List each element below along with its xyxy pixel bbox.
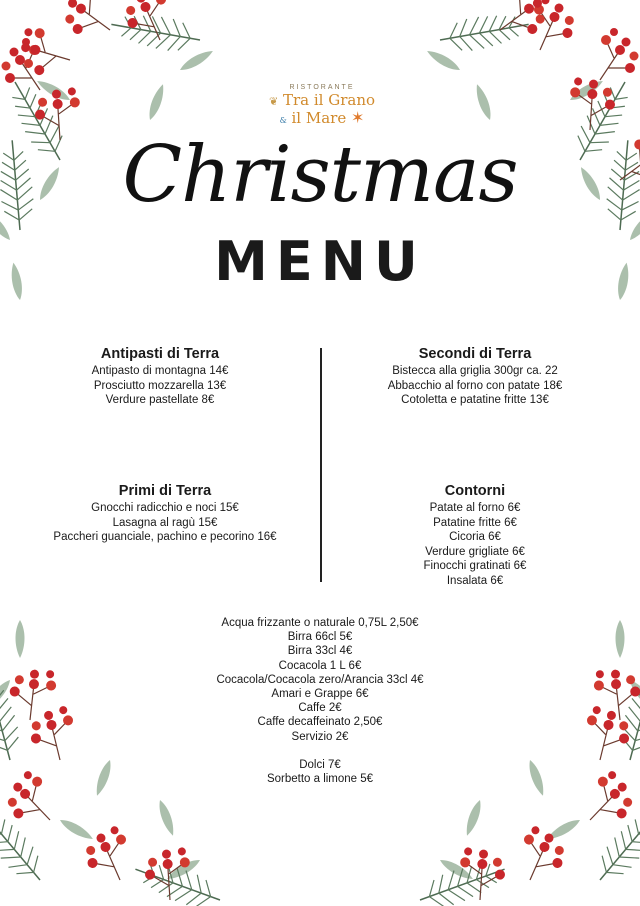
drink-item: Birra 33cl 4€	[287, 645, 353, 658]
section-heading: Antipasti di Terra	[100, 346, 220, 362]
menu-item: Finocchi gratinati 6€	[423, 560, 527, 572]
drink-item: Acqua frizzante o naturale 0,75L 2,50€	[221, 617, 419, 629]
section-heading: Secondi di Terra	[418, 346, 532, 362]
menu-item: Abbacchio al forno con patate 18€	[387, 379, 563, 392]
menu-item: Lasagna al ragù 15€	[112, 516, 218, 529]
menu-item: Gnocchi radicchio e noci 15€	[91, 502, 239, 514]
drink-item: Birra 66cl 5€	[287, 631, 353, 644]
logo-line-2: & il Mare ✶	[279, 108, 365, 127]
drink-item: Caffe 2€	[298, 702, 342, 715]
section-primi	[20, 483, 310, 545]
spacer	[150, 744, 490, 758]
drink-item: Cocacola 1 L 6€	[278, 659, 362, 672]
menu-item: Cicoria 6€	[449, 531, 501, 543]
menu-item: Cotoletta e patatine fritte 13€	[401, 394, 549, 406]
title-menu: MENU	[214, 230, 426, 293]
menu-item: Verdure pastellate 8€	[105, 394, 215, 406]
drink-item: Cocacola/Cocacola zero/Arancia 33cl 4€	[216, 673, 424, 686]
section-contorni	[370, 483, 580, 588]
logo-tagline: RISTORANTE	[289, 84, 355, 91]
section-heading: Contorni	[444, 483, 506, 499]
menu-item: Paccheri guanciale, pachino e pecorino 16€	[53, 531, 277, 543]
title-christmas: Christmas	[122, 130, 518, 220]
section-antipasti	[30, 346, 290, 408]
menu-item: Insalata 6€	[446, 574, 504, 587]
logo-ampersand: &	[279, 116, 287, 125]
section-heading: Primi di Terra	[118, 483, 212, 499]
wheat-icon: ❦	[268, 95, 279, 108]
dessert-item: Dolci 7€	[299, 758, 341, 771]
menu-item: Prosciutto mozzarella 13€	[93, 379, 227, 392]
dessert-item: Sorbetto a limone 5€	[266, 773, 374, 786]
starfish-icon: ✶	[351, 108, 365, 127]
menu-item: Verdure grigliate 6€	[425, 545, 525, 558]
menu-item: Antipasto di montagna 14€	[91, 365, 229, 377]
menu-item: Patate al forno 6€	[429, 502, 521, 514]
drink-item: Caffe decaffeinato 2,50€	[257, 716, 383, 729]
section-secondi	[340, 346, 610, 408]
column-divider	[320, 348, 322, 582]
menu-item: Patatine fritte 6€	[433, 516, 517, 529]
restaurant-logo	[260, 84, 384, 136]
menu-item: Bistecca alla griglia 300gr ca. 22	[392, 365, 558, 377]
drinks-and-desserts	[150, 616, 490, 786]
logo-line-1: ❦ Tra il Grano	[268, 91, 376, 109]
drink-item: Amari e Grappe 6€	[271, 688, 369, 701]
service-charge: Servizio 2€	[291, 730, 349, 743]
